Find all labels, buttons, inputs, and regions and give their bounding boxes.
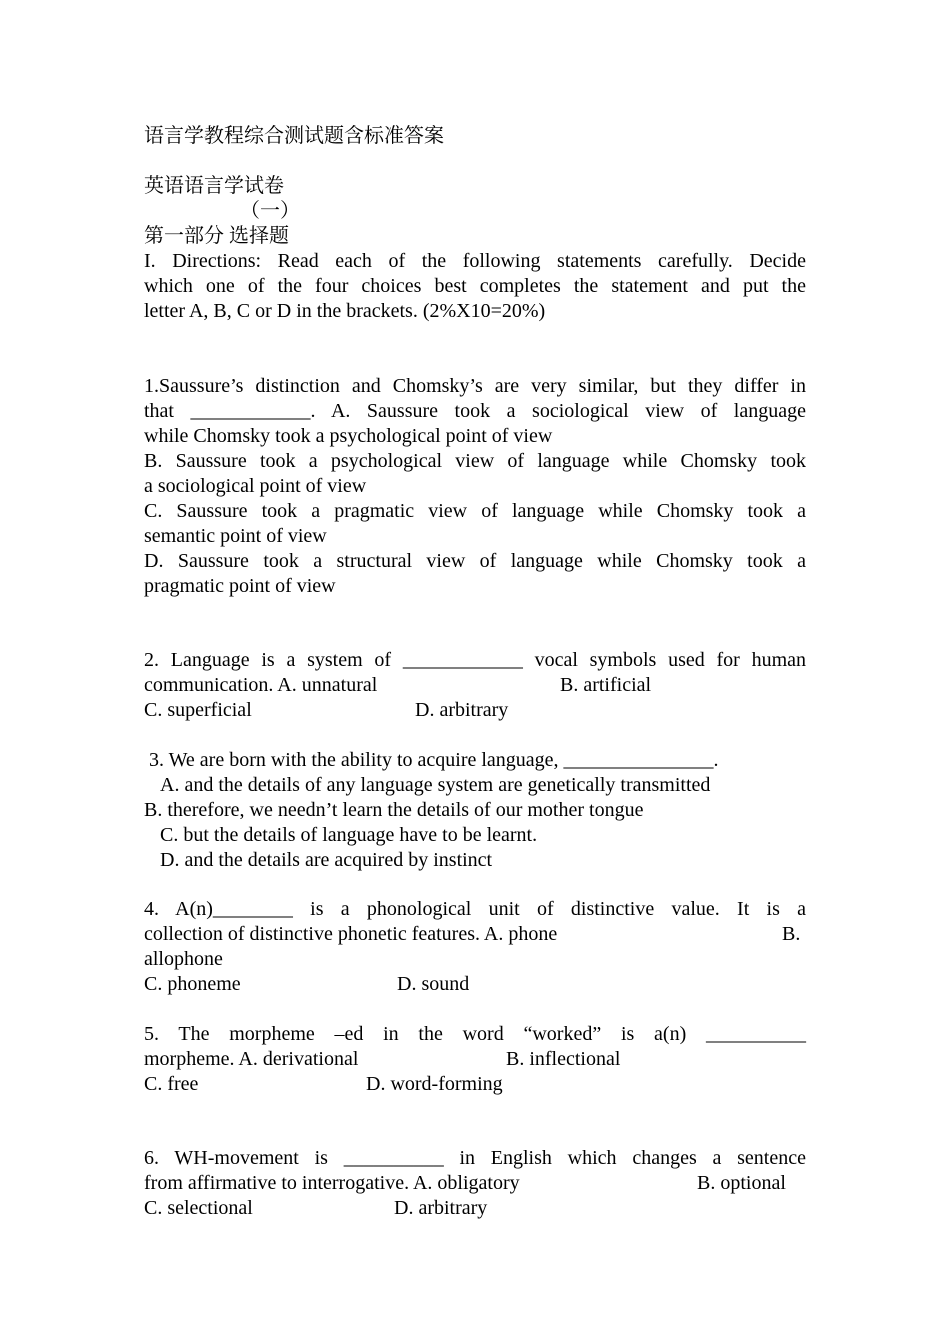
question-5-option-a: morpheme. A. derivational [144, 1048, 359, 1070]
question-5-option-b: B. inflectional [506, 1048, 621, 1070]
question-5-stem: 5. The morpheme –ed in the word “worked” is a(n) __________ [144, 1023, 806, 1045]
directions-line: I. Directions: Read each of the following statements carefully. Decide [144, 250, 806, 272]
question-3-option-b: B. therefore, we needn’t learn the details of our mother tongue [144, 799, 644, 821]
question-6-option-a: from affirmative to interrogative. A. obligatory [144, 1172, 520, 1194]
paper-title: 英语语言学试卷 [144, 175, 284, 197]
question-3-stem: 3. We are born with the ability to acquire language, _______________. [149, 749, 719, 771]
question-2-option-b: B. artificial [560, 674, 652, 696]
question-2-option-c: C. superficial [144, 699, 252, 721]
question-1-option-d-cont: pragmatic point of view [144, 575, 336, 597]
document-title: 语言学教程综合测试题含标准答案 [144, 125, 444, 147]
question-6-option-c: C. selectional [144, 1197, 253, 1219]
directions-line: which one of the four choices best completes the statement and put the [144, 275, 806, 297]
question-2-option-d: D. arbitrary [415, 699, 509, 721]
question-1-stem: 1.Saussure’s distinction and Chomsky’s are very similar, but they differ in [144, 375, 806, 397]
question-4-option-d: D. sound [397, 973, 470, 995]
question-1-option-a-cont: while Chomsky took a psychological point of view [144, 425, 553, 447]
question-4-stem: 4. A(n)________ is a phonological unit of distinctive value. It is a [144, 898, 806, 920]
question-1-option-d: D. Saussure took a structural view of language while Chomsky took a [144, 550, 806, 572]
question-6-option-d: D. arbitrary [394, 1197, 488, 1219]
question-5-option-c: C. free [144, 1073, 199, 1095]
question-4-option-a: collection of distinctive phonetic features. A. phone [144, 923, 558, 945]
question-5-option-d: D. word-forming [366, 1073, 503, 1095]
question-6-stem: 6. WH-movement is __________ in English which changes a sentence [144, 1147, 806, 1169]
question-2-stem: 2. Language is a system of ____________ vocal symbols used for human [144, 649, 806, 671]
question-4-option-b: B. [782, 923, 801, 945]
question-1-option-b: B. Saussure took a psychological view of language while Chomsky took [144, 450, 806, 472]
question-4-option-c: C. phoneme [144, 973, 241, 995]
part-title: 第一部分 选择题 [144, 225, 289, 247]
question-1-option-c: C. Saussure took a pragmatic view of language while Chomsky took a [144, 500, 806, 522]
question-1-option-a: that ____________. A. Saussure took a sociological view of language [144, 400, 806, 422]
question-2-option-a: communication. A. unnatural [144, 674, 378, 696]
question-6-option-b: B. optional [697, 1172, 786, 1194]
question-4-option-b-cont: allophone [144, 948, 223, 970]
question-3-option-a: A. and the details of any language system are genetically transmitted [160, 774, 711, 796]
question-3-option-d: D. and the details are acquired by instinct [160, 849, 493, 871]
directions-line: letter A, B, C or D in the brackets. (2%X10=20%) [144, 300, 546, 322]
question-1-option-b-cont: a sociological point of view [144, 475, 367, 497]
paper-number: （一） [240, 200, 300, 222]
question-1-option-c-cont: semantic point of view [144, 525, 327, 547]
question-3-option-c: C. but the details of language have to be learnt. [160, 824, 538, 846]
